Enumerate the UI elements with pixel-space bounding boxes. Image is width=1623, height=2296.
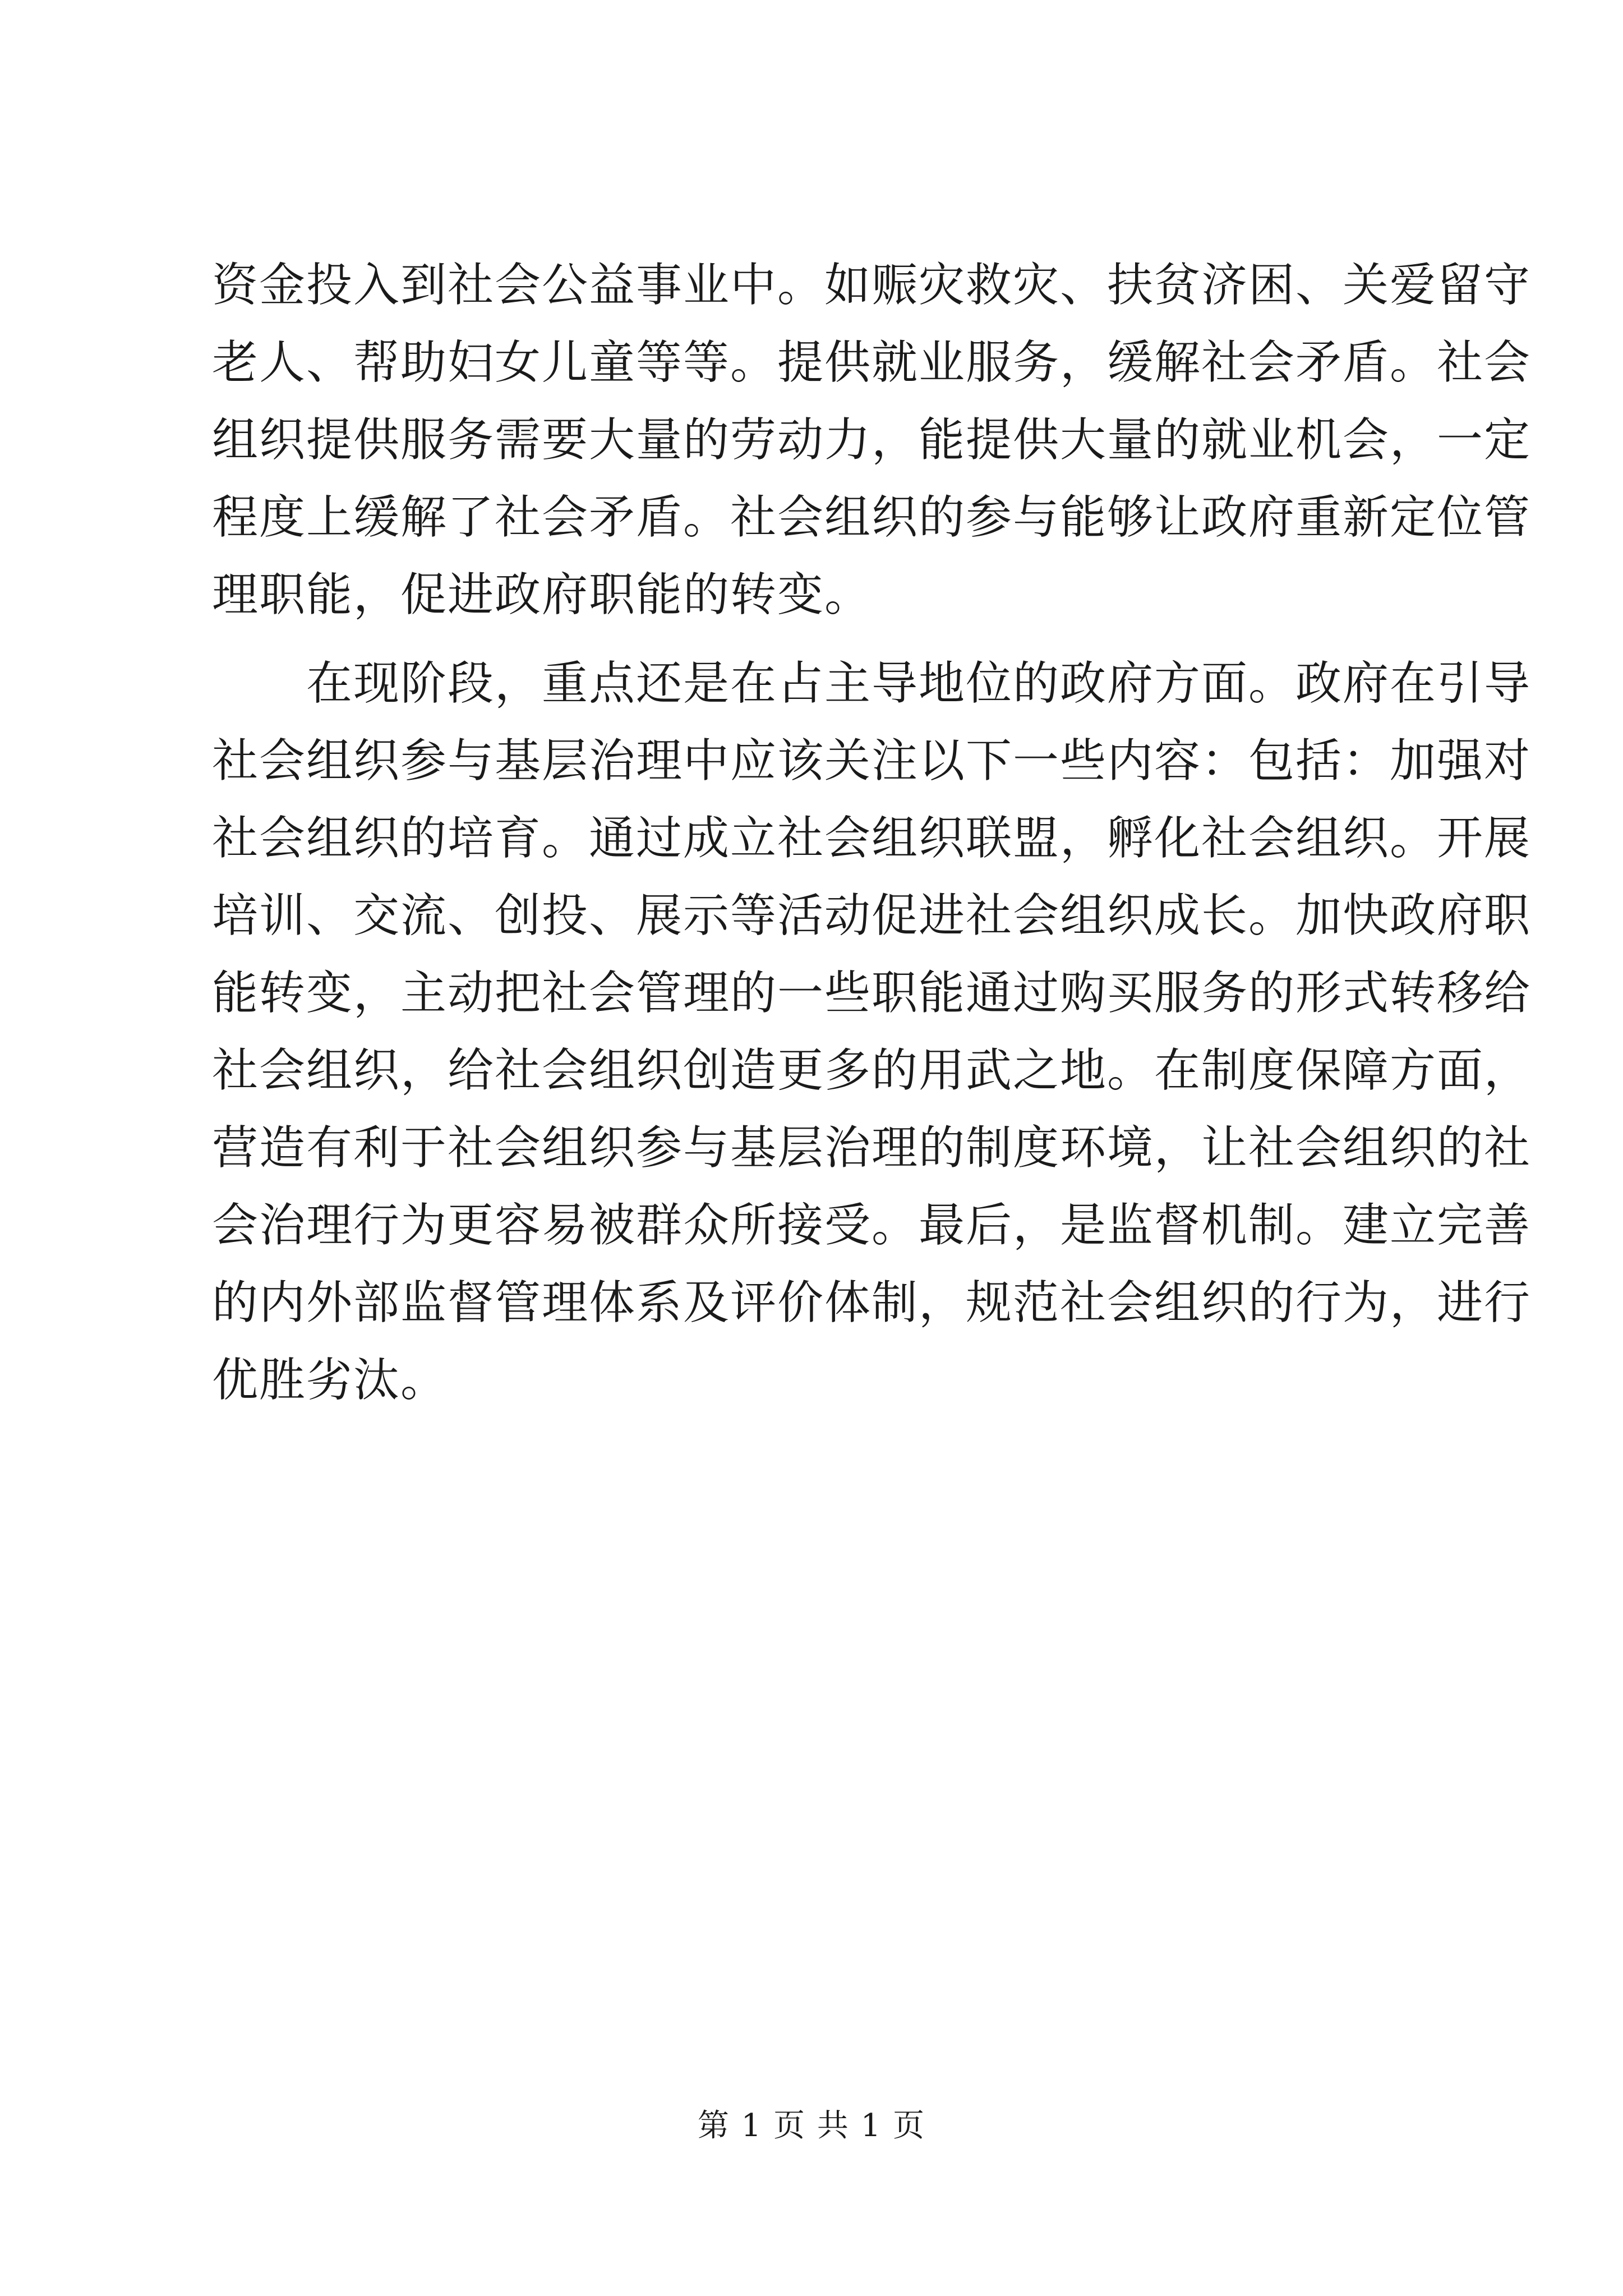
- text-line: 资金投入到社会公益事业中。如赈灾救灾、扶贫济困、关爱留守: [212, 259, 1532, 312]
- text-line: 能转变，主动把社会管理的一些职能通过购买服务的形式转移给: [212, 967, 1532, 1020]
- text-line: 在现阶段，重点还是在占主导地位的政府方面。政府在引导: [212, 657, 1532, 710]
- text-line: 的内外部监督管理体系及评价体制，规范社会组织的行为，进行: [212, 1276, 1532, 1329]
- text-line: 理职能，促进政府职能的转变。: [212, 568, 872, 622]
- text-line: 社会组织的培育。通过成立社会组织联盟，孵化社会组织。开展: [212, 812, 1532, 865]
- text-line: 优胜劣汰。: [212, 1354, 448, 1407]
- text-line: 社会组织参与基层治理中应该关注以下一些内容：包括：加强对: [212, 734, 1532, 788]
- text-line: 老人、帮助妇女儿童等等。提供就业服务，缓解社会矛盾。社会: [212, 336, 1532, 389]
- page-number-footer: 第 1 页 共 1 页: [697, 2108, 926, 2144]
- text-line: 培训、交流、创投、展示等活动促进社会组织成长。加快政府职: [212, 889, 1532, 942]
- paragraph-1: [212, 247, 1532, 634]
- text-line: 会治理行为更容易被群众所接受。最后，是监督机制。建立完善: [212, 1199, 1532, 1252]
- text-line: 社会组织，给社会组织创造更多的用武之地。在制度保障方面，: [212, 1044, 1532, 1097]
- text-line: 营造有利于社会组织参与基层治理的制度环境，让社会组织的社: [212, 1121, 1532, 1175]
- paragraph-2: [212, 645, 1532, 1419]
- text-line: 程度上缓解了社会矛盾。社会组织的参与能够让政府重新定位管: [212, 491, 1532, 544]
- text-line: 组织提供服务需要大量的劳动力，能提供大量的就业机会，一定: [212, 413, 1532, 467]
- document-body: [212, 247, 1532, 1419]
